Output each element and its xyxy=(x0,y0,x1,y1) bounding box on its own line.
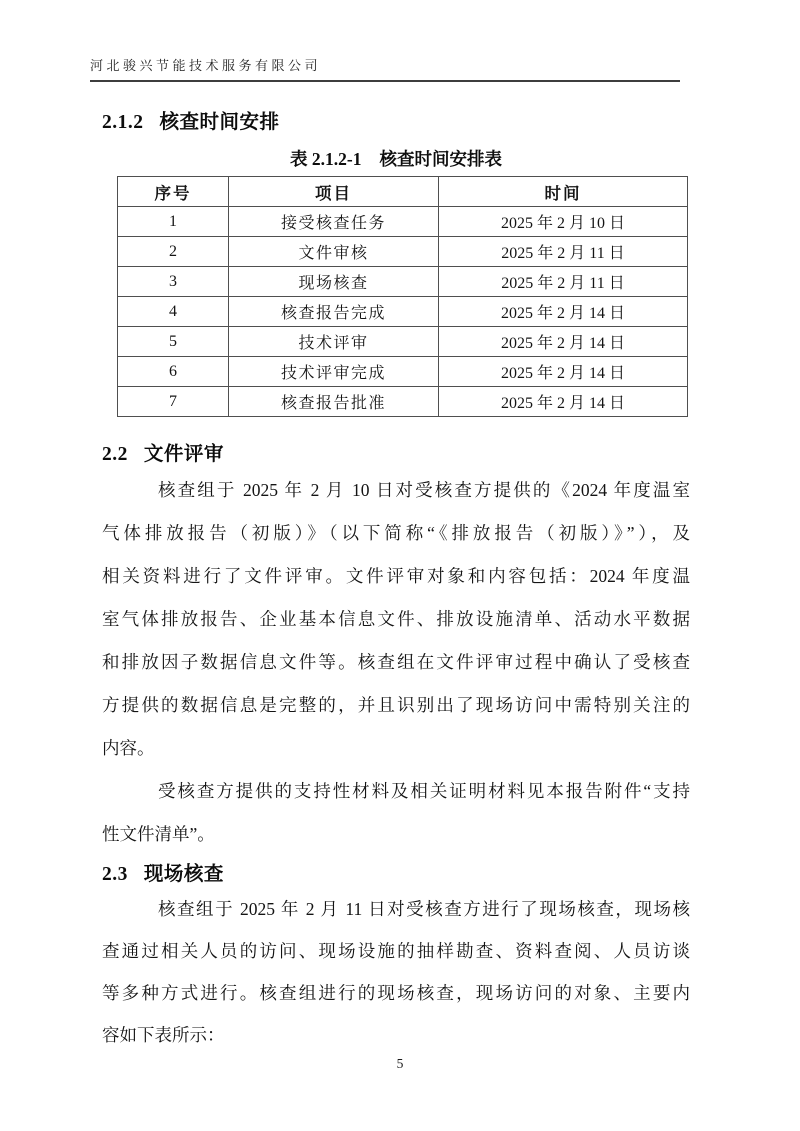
section-heading-2-3 xyxy=(102,858,224,886)
table-caption-label: 表 2.1.2-1 xyxy=(290,149,362,169)
table-row xyxy=(118,267,688,297)
body-line: 核查组于 2025 年 2 月 11 日对受核查方进行了现场核查，现场核 xyxy=(158,899,690,919)
section-number: 2.3 xyxy=(102,864,128,885)
table-row xyxy=(118,297,688,327)
table-row xyxy=(118,387,688,417)
table-caption xyxy=(102,146,690,171)
cell-no: 5 xyxy=(118,327,229,357)
body-line: 核查组于 2025 年 2 月 10 日对受核查方提供的《2024 年度温室 xyxy=(158,480,690,500)
cell-time: 2025 年 2 月 14 日 xyxy=(439,387,688,417)
body-line: 气体排放报告（初版）》（以下简称“《排放报告（初版）》”），及 xyxy=(102,523,690,543)
body-line: 和排放因子数据信息文件等。核查组在文件评审过程中确认了受核查 xyxy=(102,652,690,672)
cell-time: 2025 年 2 月 14 日 xyxy=(439,327,688,357)
onsite-verification-paragraph xyxy=(102,888,690,1056)
verification-schedule-table xyxy=(117,176,688,417)
body-line: 方提供的数据信息是完整的，并且识别出了现场访问中需特别关注的 xyxy=(102,695,690,715)
cell-item: 核查报告完成 xyxy=(229,297,439,327)
table-caption-title: 核查时间安排表 xyxy=(379,149,502,169)
cell-no: 6 xyxy=(118,357,229,387)
cell-time: 2025 年 2 月 11 日 xyxy=(439,267,688,297)
cell-time: 2025 年 2 月 10 日 xyxy=(439,207,688,237)
column-header-time: 时间 xyxy=(439,177,688,207)
section-number: 2.2 xyxy=(102,444,128,465)
cell-no: 4 xyxy=(118,297,229,327)
body-line: 室气体排放报告、企业基本信息文件、排放设施清单、活动水平数据 xyxy=(102,609,690,629)
body-line: 受核查方提供的支持性材料及相关证明材料见本报告附件“支持 xyxy=(158,781,690,801)
cell-no: 2 xyxy=(118,237,229,267)
body-line: 等多种方式进行。核查组进行的现场核查，现场访问的对象、主要内 xyxy=(102,983,690,1003)
section-heading-2-2 xyxy=(102,438,224,466)
body-line: 内容。 xyxy=(102,738,155,758)
body-line: 查通过相关人员的访问、现场设施的抽样勘查、资料查阅、人员访谈 xyxy=(102,941,690,961)
column-header-item: 项目 xyxy=(229,177,439,207)
section-title: 现场核查 xyxy=(143,864,224,885)
body-line: 容如下表所示： xyxy=(102,1025,225,1045)
company-name: 河北骏兴节能技术服务有限公司 xyxy=(90,58,322,73)
cell-item: 文件审核 xyxy=(229,237,439,267)
cell-item: 技术评审完成 xyxy=(229,357,439,387)
table-row xyxy=(118,237,688,267)
cell-item: 技术评审 xyxy=(229,327,439,357)
cell-item: 现场核查 xyxy=(229,267,439,297)
cell-item: 接受核查任务 xyxy=(229,207,439,237)
table-row xyxy=(118,207,688,237)
section-title: 文件评审 xyxy=(143,444,224,465)
column-header-no: 序号 xyxy=(118,177,229,207)
table-row xyxy=(118,327,688,357)
cell-item: 核查报告批准 xyxy=(229,387,439,417)
page-number: 5 xyxy=(396,1056,404,1071)
cell-no: 1 xyxy=(118,207,229,237)
cell-time: 2025 年 2 月 14 日 xyxy=(439,297,688,327)
section-title: 核查时间安排 xyxy=(159,112,280,133)
page-header xyxy=(90,55,680,82)
body-line: 性文件清单”。 xyxy=(102,824,215,844)
section-number: 2.1.2 xyxy=(102,112,144,133)
cell-no: 3 xyxy=(118,267,229,297)
cell-no: 7 xyxy=(118,387,229,417)
section-heading-2-1-2 xyxy=(102,106,280,134)
document-review-paragraph-2 xyxy=(102,770,690,856)
document-review-paragraph-1 xyxy=(102,469,690,770)
cell-time: 2025 年 2 月 11 日 xyxy=(439,237,688,267)
cell-time: 2025 年 2 月 14 日 xyxy=(439,357,688,387)
body-line: 相关资料进行了文件评审。文件评审对象和内容包括：2024 年度温 xyxy=(102,566,690,586)
table-header-row xyxy=(118,177,688,207)
table-row xyxy=(118,357,688,387)
